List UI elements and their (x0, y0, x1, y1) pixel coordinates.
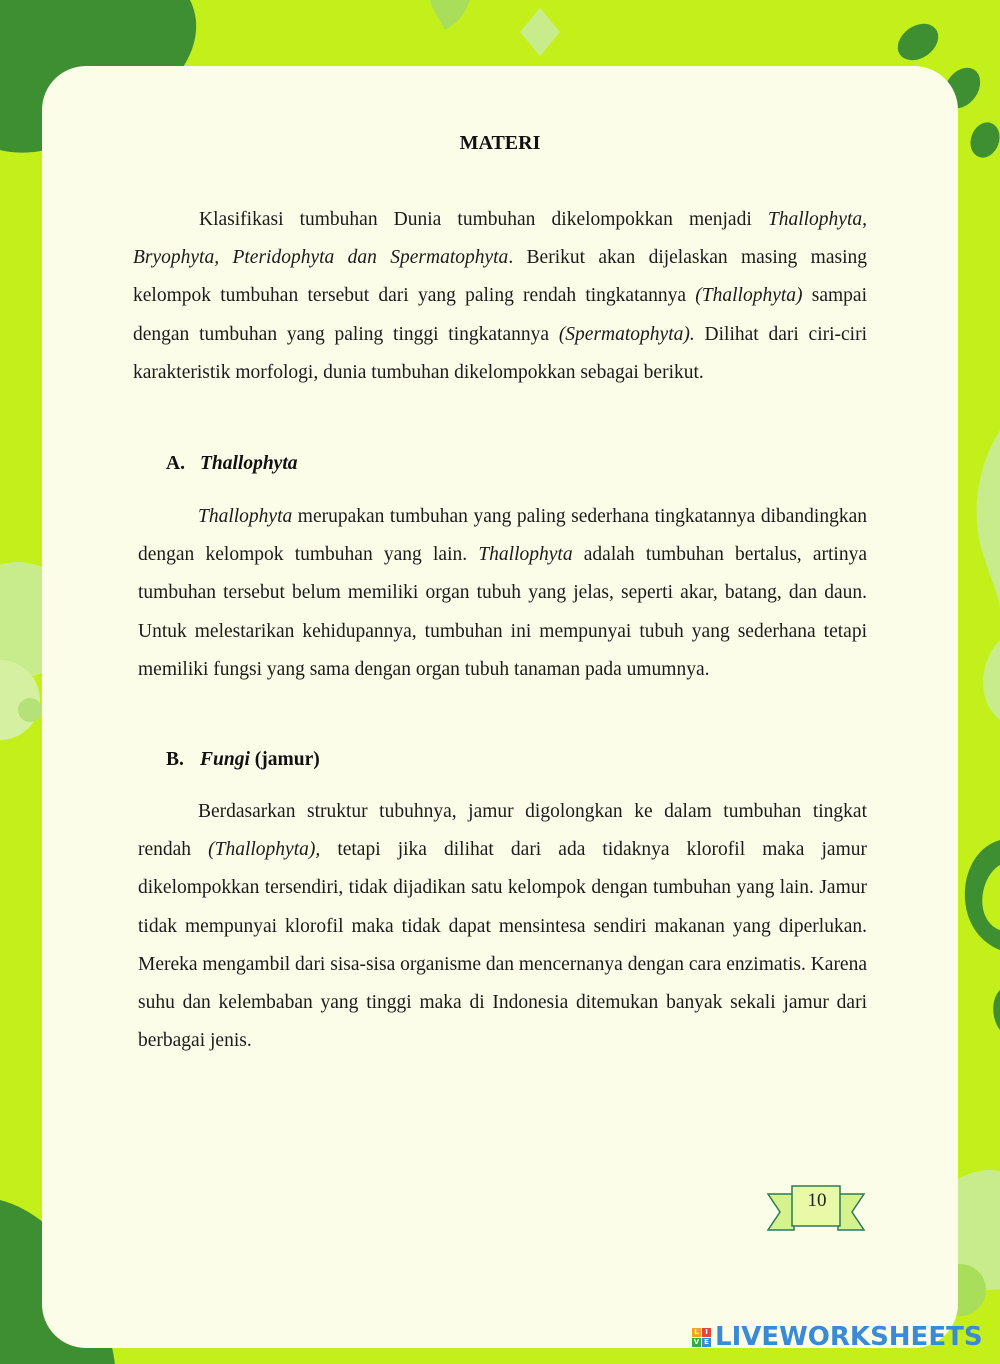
section-b-italic-1: (Thallophyta), (208, 839, 321, 861)
intro-italic-3: (Spermatophyta). (558, 323, 695, 345)
section-b-paragraph (138, 793, 867, 1060)
section-a-italic-1: Thallophyta (198, 506, 293, 527)
intro-text-2: . Berikut akan dijelaskan masing masing kelompok tumbuhan tersebut dari yang paling rendah tingkatannya (133, 247, 867, 307)
intro-paragraph (133, 201, 867, 392)
section-a-heading (166, 453, 298, 475)
intro-text-3: sampai dengan tumbuhan yang paling tinggi tingkatannya (133, 285, 867, 345)
intro-italic-2: (Thallophyta) (695, 285, 803, 307)
liveworksheets-wordmark: LIVEWORKSHEETS (715, 1322, 983, 1352)
section-b-text-1: Berdasarkan struktur tubuhnya, jamur digolongkan ke dalam tumbuhan tingkat rendah (138, 801, 867, 861)
intro-text-1: Klasifikasi tumbuhan Dunia tumbuhan dikelompokkan menjadi (199, 209, 768, 230)
logo-letter-l: L (692, 1328, 701, 1337)
section-a-title: Thallophyta (200, 453, 298, 474)
section-a-paragraph (138, 498, 867, 689)
logo-letter-e: E (702, 1338, 711, 1347)
section-a-italic-2: Thallophyta (478, 544, 573, 566)
section-b-text-2: tetapi jika dilihat dari ada tidaknya klorofil maka jamur dikelompokkan tersendiri, tidak dijadikan satu kelompok dengan tumbuhan yang lain. Jamur tidak mempunyai klorofil maka tidak dapat mensintesa sendiri makanan yang diperlukan. Mereka mengambil dari sisa-sisa organisme dan mencernanya dengan cara enzimatis. Karena suhu dan kelembaban yang tinggi maka di Indonesia ditemukan banyak sekali jamur dari berbagai jenis. (138, 839, 867, 1052)
section-a-text-2: adalah tumbuhan bertalus, artinya tumbuhan tersebut belum memiliki organ tubuh yang jelas, seperti akar, batang, dan daun. Untuk melestarikan kehidupannya, tumbuhan ini mempunyai tubuh yang sederhana tetapi memiliki fungsi yang sama dengan organ tubuh tanaman pada umumnya. (138, 544, 867, 680)
section-b-title-italic: Fungi (200, 749, 250, 770)
logo-letter-v: V (693, 1337, 700, 1346)
intro-text-4: Dilihat dari ciri-ciri karakteristik morfologi, dunia tumbuhan dikelompokkan sebagai berikut. (133, 323, 868, 383)
page-title: MATERI (459, 132, 541, 154)
liveworksheets-branding (692, 1322, 983, 1352)
section-b-title-rest: (jamur) (249, 749, 320, 770)
logo-letter-i: I (702, 1328, 711, 1337)
section-a-text-1: merupakan tumbuhan yang paling sederhana tingkatannya dibandingkan dengan kelompok tumbuhan yang lain. (138, 506, 867, 566)
page-number: 10 (807, 1190, 827, 1211)
section-a-number: A. (166, 453, 185, 474)
intro-italic-1: Thallophyta, Bryophyta, Pteridophyta dan Spermatophyta (133, 209, 867, 269)
section-b-heading (166, 749, 320, 771)
section-b-number: B. (166, 749, 184, 770)
liveworksheets-logo-icon (692, 1328, 711, 1347)
